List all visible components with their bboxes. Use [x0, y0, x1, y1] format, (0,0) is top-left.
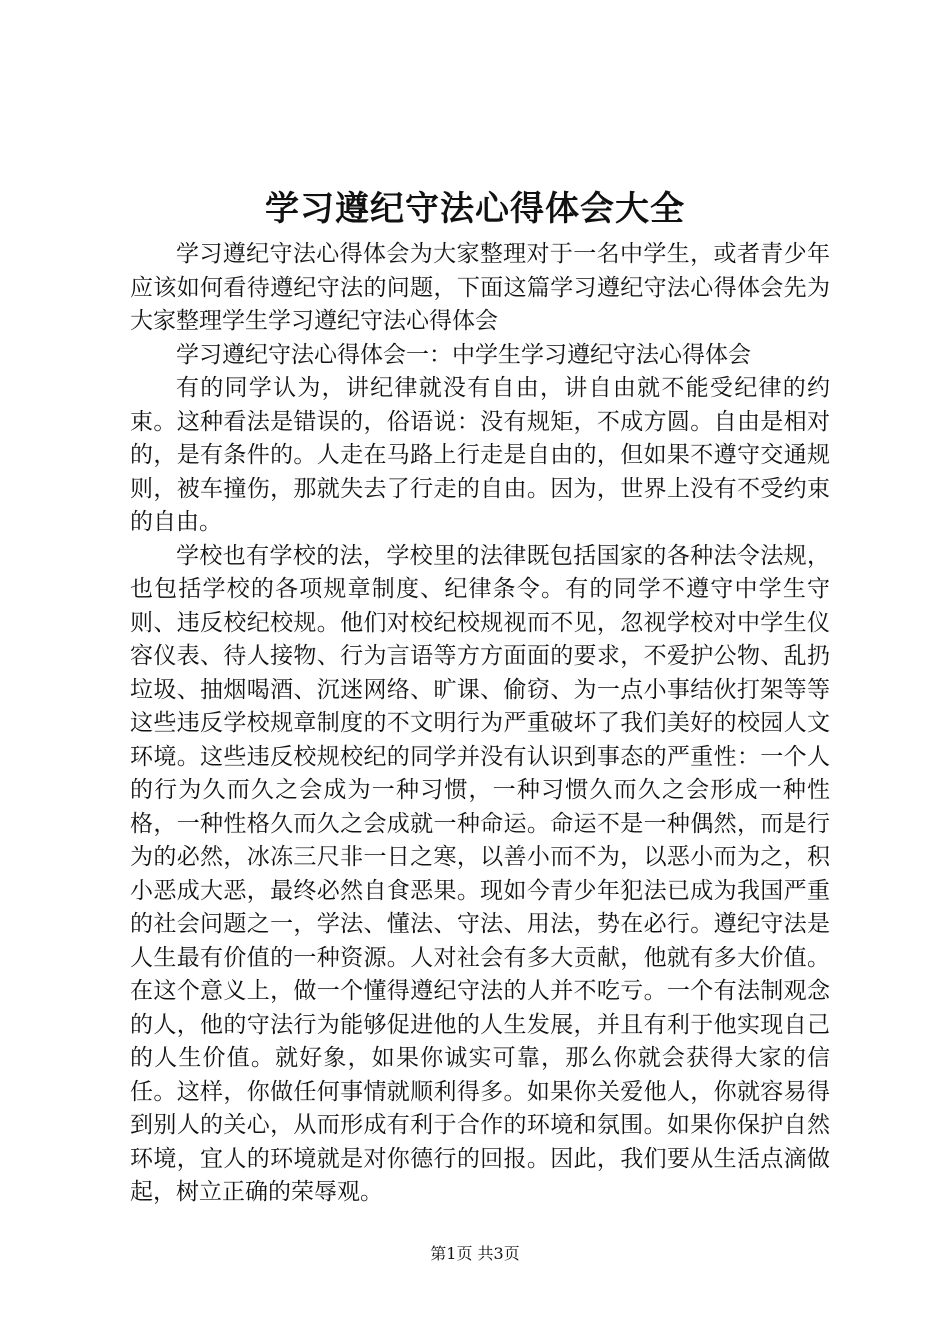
section-heading: 学习遵纪守法心得体会一：中学生学习遵纪守法心得体会	[176, 341, 751, 368]
page-footer: 第1页 共3页	[430, 1244, 520, 1263]
document-body	[130, 238, 830, 1210]
intro-paragraph: 学习遵纪守法心得体会为大家整理对于一名中学生，或者青少年应该如何看待遵纪守法的问题，下面这篇学习遵纪守法心得体会先为大家整理学生学习遵纪守法心得体会	[130, 241, 830, 334]
body-paragraph: 有的同学认为，讲纪律就没有自由，讲自由就不能受纪律的约束。这种看法是错误的，俗语说：没有规矩，不成方圆。自由是相对的，是有条件的。人走在马路上行走是自由的，但如果不遵守交通规则，被车撞伤，那就失去了行走的自由。因为，世界上没有不受约束的自由。	[130, 375, 830, 535]
document-title: 学习遵纪守法心得体会大全	[265, 189, 685, 229]
body-paragraph: 学校也有学校的法，学校里的法律既包括国家的各种法令法规，也包括学校的各项规章制度、纪律条令。有的同学不遵守中学生守则、违反校纪校规。他们对校纪校规视而不见，忽视学校对中学生仪容仪表、待人接物、行为言语等方方面面的要求，不爱护公物、乱扔垃圾、抽烟喝酒、沉迷网络、旷课、偷窃、为一点小事结伙打架等等这些违反学校规章制度的不文明行为严重破坏了我们美好的校园人文环境。这些违反校规校纪的同学并没有认识到事态的严重性：一个人的行为久而久之会成为一种习惯，一种习惯久而久之会形成一种性格，一种性格久而久之会成就一种命运。命运不是一种偶然，而是行为的必然，冰冻三尺非一日之寒，以善小而不为，以恶小而为之，积小恶成大恶，最终必然自食恶果。现如今青少年犯法已成为我国严重的社会问题之一，学法、懂法、守法、用法，势在必行。遵纪守法是人生最有价值的一种资源。人对社会有多大贡献，他就有多大价值。在这个意义上，做一个懂得遵纪守法的人并不吃亏。一个有法制观念的人，他的守法行为能够促进他的人生发展，并且有利于他实现自己的人生价值。就好象，如果你诚实可靠，那么你就会获得大家的信任。这样，你做任何事情就顺利得多。如果你关爱他人，你就容易得到别人的关心，从而形成有利于合作的环境和氛围。如果你保护自然环境，宜人的环境就是对你德行的回报。因此，我们要从生活点滴做起，树立正确的荣辱观。	[130, 542, 830, 1205]
